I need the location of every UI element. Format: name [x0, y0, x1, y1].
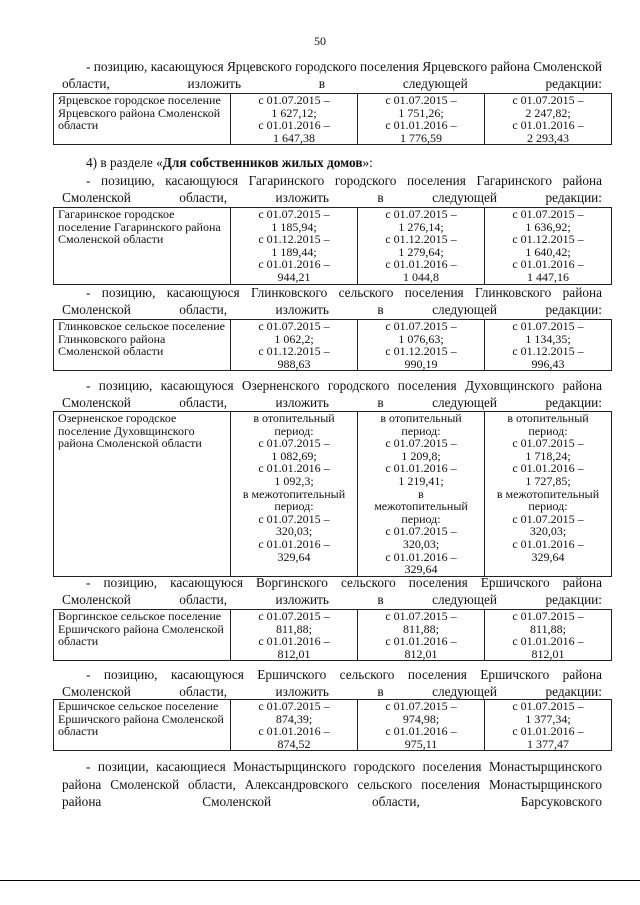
tariff-line: 874,52 [277, 736, 311, 751]
tariff-line: межотопительный [374, 499, 468, 514]
tariff-line: период: [528, 499, 568, 514]
tariff-cell [231, 208, 358, 285]
tariff-cell [358, 208, 485, 285]
tariff-line: 874,39; [275, 711, 313, 726]
tariff-line: с 01.07.2015 – [512, 699, 584, 713]
tariff-line: 996,43 [531, 356, 565, 371]
tariff-cell [485, 208, 612, 285]
tariff-line: в [418, 486, 424, 501]
tariff-line: с 01.07.2015 – [512, 93, 584, 107]
table-row [54, 700, 612, 751]
tariff-table-gagarin [53, 207, 612, 285]
tariff-line: с 01.07.2015 – [385, 524, 457, 539]
page-number: 50 [314, 34, 326, 48]
tariff-cell [485, 700, 612, 751]
tariff-line: 812,01 [277, 646, 311, 661]
table-row [54, 94, 612, 145]
tariff-line: 1 279,64; [398, 244, 444, 259]
tariff-line: с 01.01.2016 – [385, 724, 457, 739]
tariff-line: 1 092,3; [274, 473, 314, 488]
settlement-name: Озерненское городское поселение Духовщинского района Смоленской области [54, 412, 231, 577]
tariff-line: 974,98; [402, 711, 440, 726]
tariff-line: с 01.07.2015 – [512, 511, 584, 526]
tariff-line: с 01.07.2015 – [512, 436, 584, 451]
settlement-name: Гагаринское городское поселение Гагаринского района Смоленской области [54, 208, 231, 285]
tariff-table-ershichi [53, 699, 612, 751]
tariff-line: период: [274, 499, 314, 514]
tariff-line: с 01.01.2016 – [512, 118, 584, 133]
tariff-cell [485, 320, 612, 371]
tariff-cell [485, 412, 612, 577]
paragraph-vorga-intro: - позицию, касающуюся Воргинского сельского поселения Ершичского района Смоленской области, изложить в следующей редакции: [62, 575, 602, 607]
paragraph-ozerny-intro: - позицию, касающуюся Озерненского городского поселения Духовщинского района Смоленской области, изложить в следующей редакции: [62, 378, 602, 410]
tariff-cell [231, 610, 358, 661]
tariff-line: период: [401, 423, 441, 438]
tariff-cell [231, 94, 358, 145]
tariff-line: 2 247,82; [525, 105, 571, 120]
tariff-line: с 01.01.2016 – [258, 257, 330, 272]
tariff-cell [358, 94, 485, 145]
tariff-line: с 01.12.2015 – [258, 344, 330, 359]
tariff-line: с 01.07.2015 – [258, 93, 330, 107]
tariff-line: 1 219,41; [398, 473, 444, 488]
tariff-line: с 01.01.2016 – [385, 461, 457, 476]
tariff-line: с 01.07.2015 – [258, 609, 330, 623]
paragraph-glinka-intro: - позицию, касающуюся Глинковского сельского поселения Глинковского района Смоленской области, изложить в следующей редакции: [62, 285, 602, 317]
tariff-line: с 01.01.2016 – [385, 257, 457, 272]
tariff-cell [358, 700, 485, 751]
tariff-line: 329,64 [404, 562, 438, 577]
tariff-line: с 01.12.2015 – [512, 344, 584, 359]
tariff-line: с 01.01.2016 – [385, 118, 457, 133]
tariff-line: с 01.01.2016 – [258, 118, 330, 133]
tariff-line: 811,88; [276, 621, 312, 636]
tariff-line: с 01.12.2015 – [258, 232, 330, 247]
tariff-line: 975,11 [404, 736, 438, 751]
tariff-line: с 01.07.2015 – [512, 207, 584, 221]
tariff-line: с 01.01.2016 – [512, 634, 584, 649]
tariff-line: 1 062,2; [274, 331, 314, 346]
tariff-line: 2 293,43 [527, 130, 569, 145]
tariff-line: 1 636,92; [525, 219, 571, 234]
tariff-line: в отопительный [380, 411, 462, 425]
tariff-line: 329,64 [531, 549, 565, 564]
settlement-name: Глинковское сельское поселение Глинковского района Смоленской области [54, 320, 231, 371]
tariff-line: с 01.01.2016 – [258, 536, 330, 551]
page-bottom-rule [0, 880, 640, 881]
table-row [54, 208, 612, 285]
tariff-line: с 01.01.2016 – [385, 549, 457, 564]
tariff-table-ozerny [53, 411, 612, 577]
tariff-line: с 01.01.2016 – [512, 257, 584, 272]
tariff-line: 812,01 [404, 646, 438, 661]
tariff-line: с 01.07.2015 – [385, 93, 457, 107]
tariff-line: с 01.07.2015 – [385, 207, 457, 221]
tariff-line: 1 076,63; [398, 331, 444, 346]
tariff-line: период: [528, 423, 568, 438]
tariff-line: в отопительный [507, 411, 589, 425]
tariff-line: с 01.01.2016 – [258, 461, 330, 476]
tariff-line: с 01.01.2016 – [512, 536, 584, 551]
tariff-line: с 01.07.2015 – [258, 207, 330, 221]
table-row [54, 610, 612, 661]
settlement-name: Ершичское сельское поселение Ершичского района Смоленской области [54, 700, 231, 751]
tariff-line: с 01.12.2015 – [512, 232, 584, 247]
tariff-line: с 01.01.2016 – [258, 724, 330, 739]
tariff-line: 990,19 [404, 356, 438, 371]
tariff-line: 1 134,35; [525, 331, 571, 346]
tariff-line: 1 627,12; [271, 105, 317, 120]
tariff-line: 812,01 [531, 646, 565, 661]
paragraph-ershichi-intro: - позицию, касающуюся Ершичского сельского поселения Ершичского района Смоленской области, изложить в следующей редакции: [62, 667, 602, 699]
tariff-cell [231, 412, 358, 577]
table-row [54, 320, 612, 371]
tariff-line: 1 727,85; [525, 473, 571, 488]
tariff-line: с 01.01.2016 – [512, 461, 584, 476]
tariff-line: с 01.07.2015 – [258, 319, 330, 333]
tariff-line: с 01.12.2015 – [385, 232, 457, 247]
settlement-name: Воргинское сельское поселение Ершичского района Смоленской области [54, 610, 231, 661]
tariff-cell [231, 700, 358, 751]
tariff-line: в отопительный [253, 411, 335, 425]
paragraph-monastyrshchina-intro: - позиции, касающиеся Монастырщинского городского поселения Монастырщинского района Смоленской области, Александровского сельского поселения Монастырщинского района Смоленской области, Барсуковского [62, 759, 602, 809]
tariff-cell [231, 320, 358, 371]
tariff-line: 1 185,94; [271, 219, 317, 234]
tariff-line: с 01.07.2015 – [385, 436, 457, 451]
tariff-line: 1 718,24; [525, 448, 571, 463]
tariff-cell [358, 610, 485, 661]
tariff-line: 320,03; [275, 524, 313, 539]
tariff-table-yartsevo [53, 93, 612, 145]
tariff-line: 1 209,8; [401, 448, 441, 463]
tariff-line: с 01.07.2015 – [385, 699, 457, 713]
tariff-line: с 01.07.2015 – [258, 699, 330, 713]
tariff-line: с 01.01.2016 – [385, 634, 457, 649]
paragraph-yartsevo-intro: - позицию, касающуюся Ярцевского городского поселения Ярцевского района Смоленской области, изложить в следующей редакции: [62, 59, 602, 91]
tariff-cell [485, 610, 612, 661]
tariff-line: с 01.01.2016 – [258, 634, 330, 649]
tariff-line: 1 640,42; [525, 244, 571, 259]
tariff-line: 1 776,59 [400, 130, 442, 145]
tariff-line: в межотопительный [242, 486, 346, 501]
tariff-line: с 01.07.2015 – [512, 609, 584, 623]
settlement-name: Ярцевское городское поселение Ярцевского района Смоленской области [54, 94, 231, 145]
paragraph-gagarin-intro: - позицию, касающуюся Гагаринского городского поселения Гагаринского района Смоленской области, изложить в следующей редакции: [62, 173, 602, 205]
tariff-line: с 01.07.2015 – [385, 319, 457, 333]
tariff-line: 320,03; [529, 524, 567, 539]
tariff-line: 1 647,38 [273, 130, 315, 145]
tariff-line: 1 082,69; [271, 448, 317, 463]
section-heading-homeowners: 4) в разделе «Для собственников жилых домов»: [86, 155, 373, 170]
tariff-line: 1 447,16 [527, 269, 569, 284]
tariff-line: 811,88; [403, 621, 439, 636]
tariff-line: 988,63 [277, 356, 311, 371]
tariff-line: с 01.07.2015 – [385, 609, 457, 623]
tariff-cell [358, 320, 485, 371]
tariff-line: с 01.07.2015 – [512, 319, 584, 333]
table-row [54, 412, 612, 577]
tariff-line: 1 377,47 [527, 736, 569, 751]
tariff-line: 1 751,26; [398, 105, 444, 120]
tariff-table-vorga [53, 609, 612, 661]
tariff-cell [485, 94, 612, 145]
tariff-line: с 01.07.2015 – [258, 436, 330, 451]
tariff-line: 811,88; [530, 621, 566, 636]
tariff-table-glinka [53, 319, 612, 371]
tariff-line: 1 044,8 [403, 269, 439, 284]
tariff-line: 320,03; [402, 536, 440, 551]
tariff-line: с 01.01.2016 – [512, 724, 584, 739]
tariff-line: в межотопительный [496, 486, 600, 501]
tariff-line: 944,21 [277, 269, 311, 284]
tariff-cell [358, 412, 485, 577]
tariff-line: 1 189,44; [271, 244, 317, 259]
tariff-line: период: [401, 511, 441, 526]
tariff-line: 1 377,34; [525, 711, 571, 726]
tariff-line: период: [274, 423, 314, 438]
tariff-line: с 01.07.2015 – [258, 511, 330, 526]
tariff-line: 329,64 [277, 549, 311, 564]
tariff-line: 1 276,14; [398, 219, 444, 234]
tariff-line: с 01.12.2015 – [385, 344, 457, 359]
